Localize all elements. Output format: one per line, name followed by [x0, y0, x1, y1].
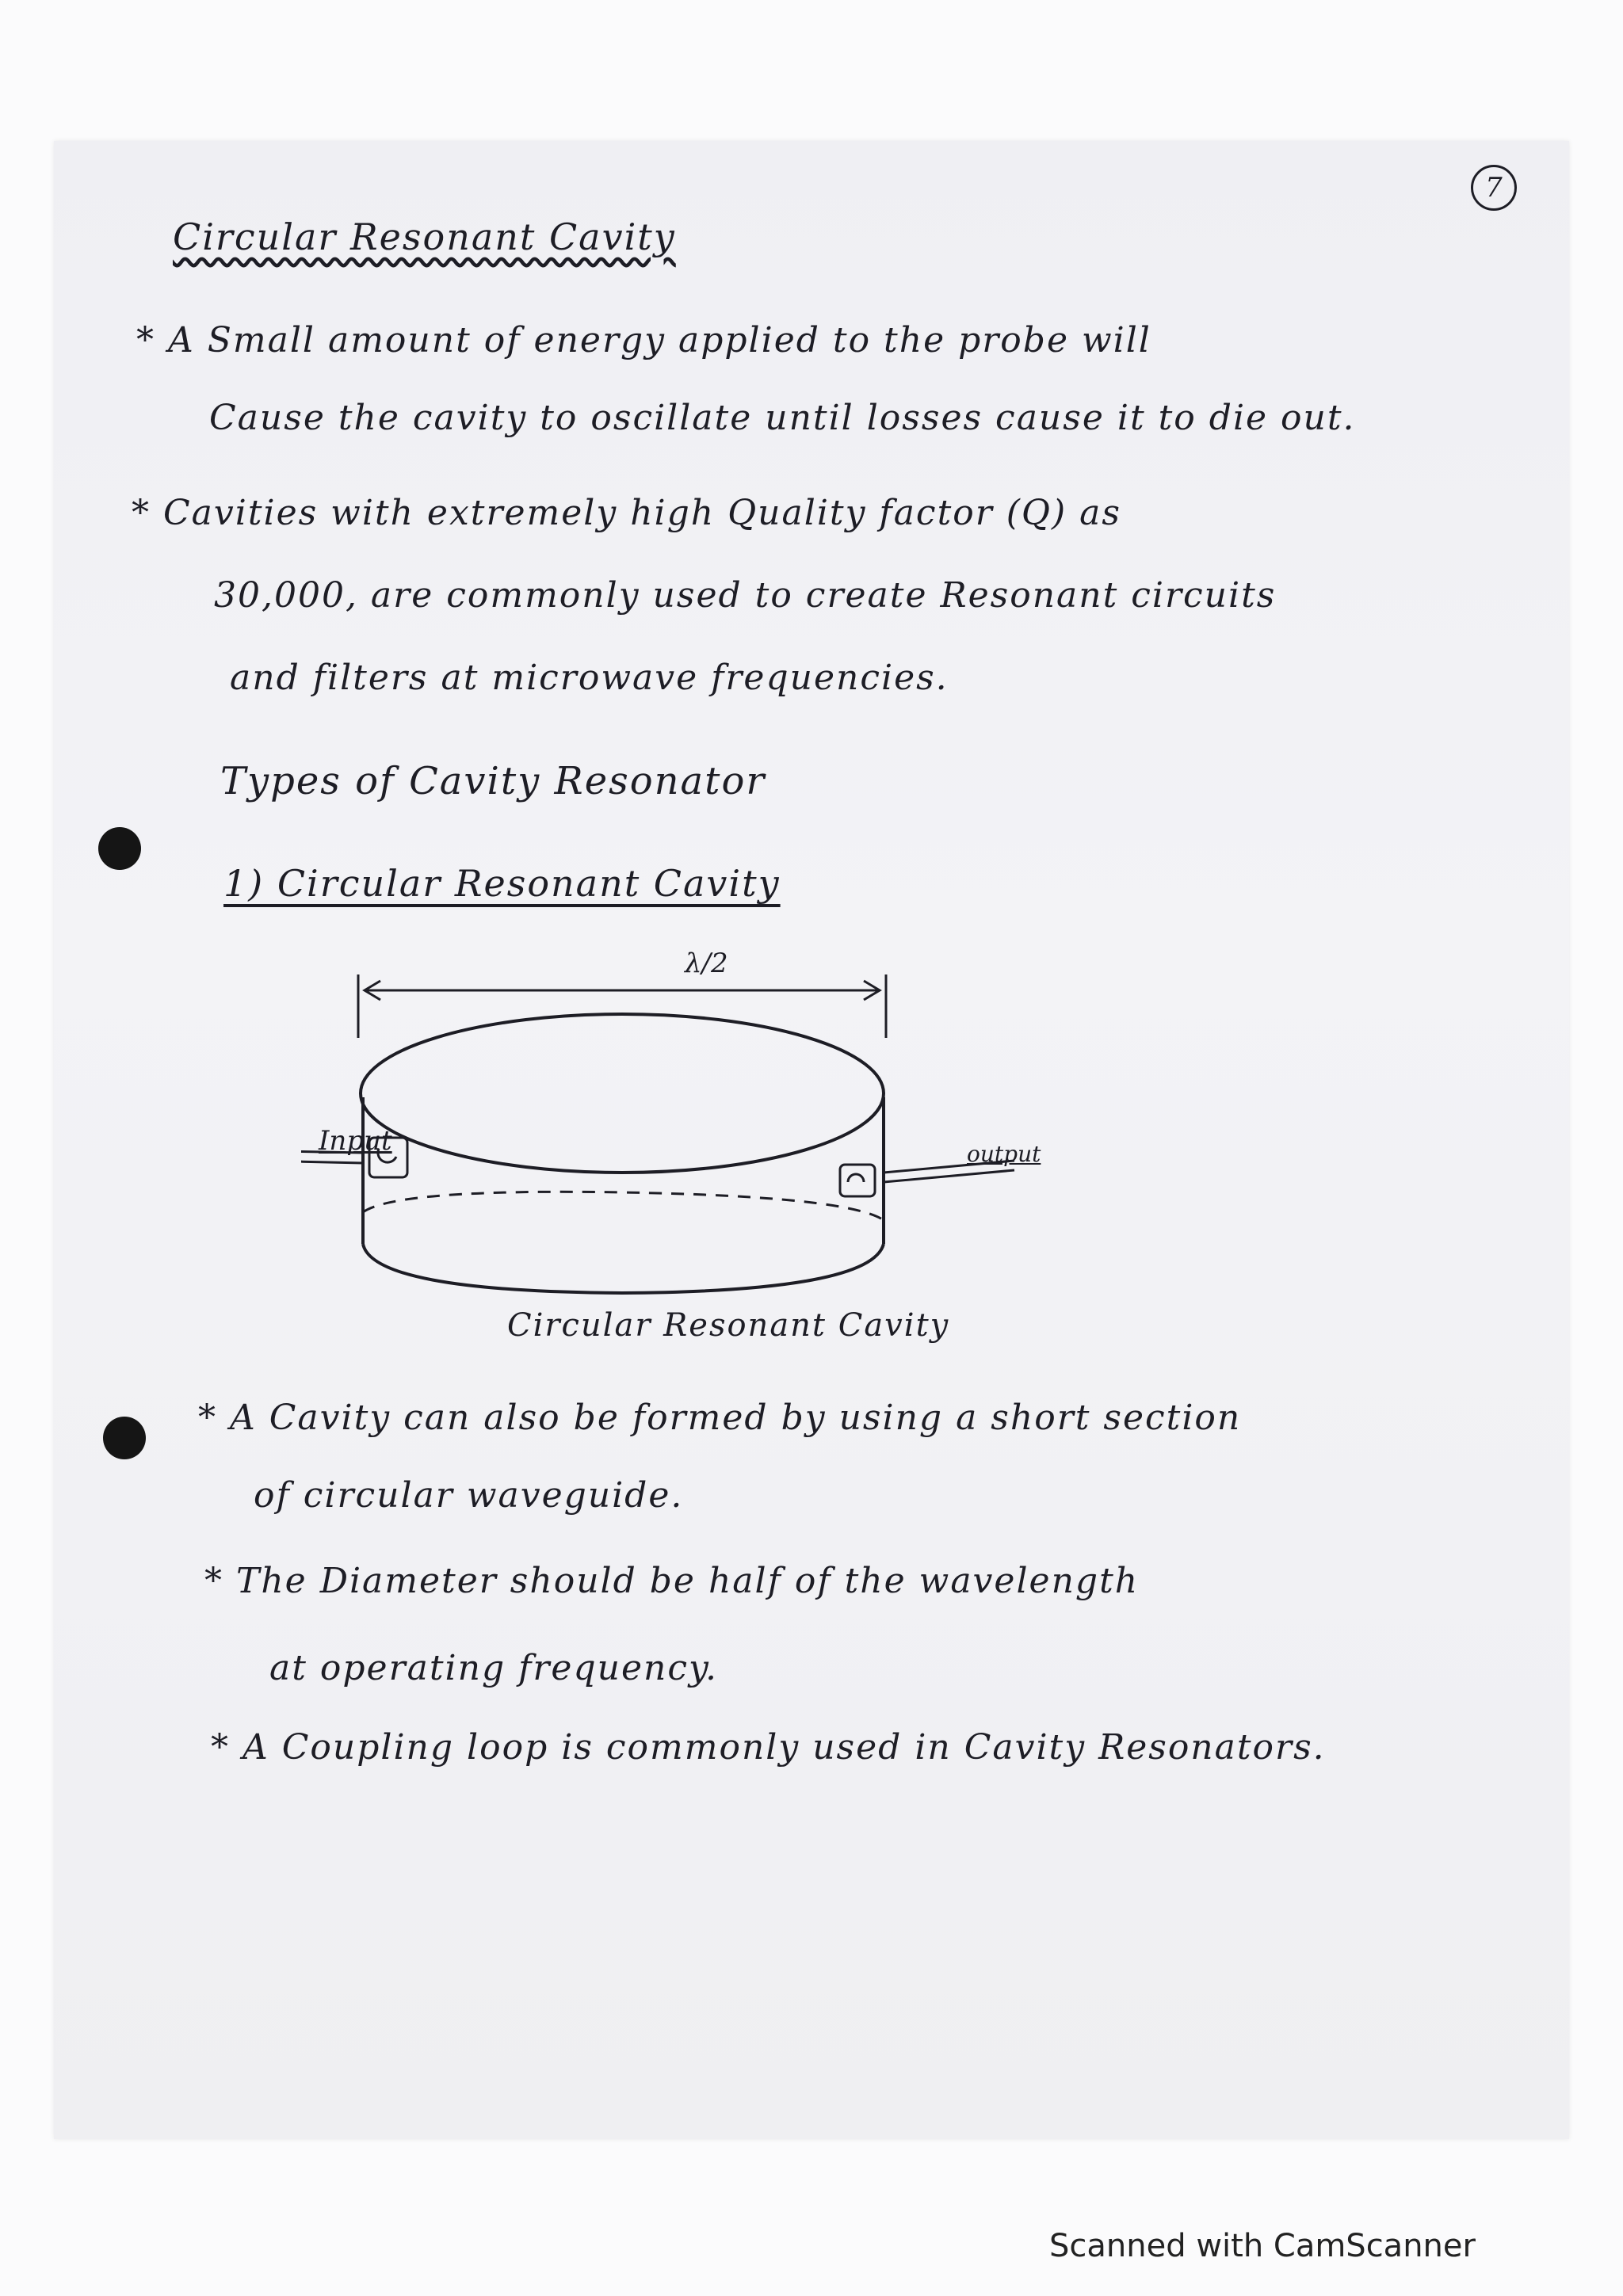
note-line: of circular waveguide. [254, 1475, 684, 1516]
section-subheading: Types of Cavity Resonator [220, 759, 766, 803]
paragraph-line: and filters at microwave frequencies. [230, 658, 949, 698]
dimension-label: λ/2 [685, 948, 728, 979]
page-number: 7 [1471, 165, 1517, 211]
note-line: * The Diameter should be half of the wavelength [204, 1561, 1140, 1601]
punch-hole [98, 827, 141, 870]
input-label: Input [319, 1125, 392, 1157]
output-label: output [967, 1141, 1041, 1167]
paragraph-line: * A Small amount of energy applied to the probe will [136, 320, 1151, 360]
scanner-watermark: Scanned with CamScanner [1049, 2228, 1476, 2264]
page-title: Circular Resonant Cavity [173, 215, 676, 258]
diagram-caption: Circular Resonant Cavity [507, 1307, 950, 1344]
note-line: * A Coupling loop is commonly used in Cavity Resonators. [211, 1727, 1326, 1768]
note-line: at operating frequency. [269, 1648, 718, 1688]
paragraph-line: Cause the cavity to oscillate until losses cause it to die out. [209, 398, 1356, 438]
note-line: * A Cavity can also be formed by using a short section [198, 1398, 1242, 1438]
punch-hole [103, 1417, 146, 1459]
cavity-diagram [301, 951, 1094, 1299]
paragraph-line: * Cavities with extremely high Quality factor (Q) as [132, 493, 1121, 533]
paragraph-line: 30,000, are commonly used to create Resonant circuits [214, 575, 1277, 616]
section-heading: 1) Circular Resonant Cavity [223, 862, 781, 905]
